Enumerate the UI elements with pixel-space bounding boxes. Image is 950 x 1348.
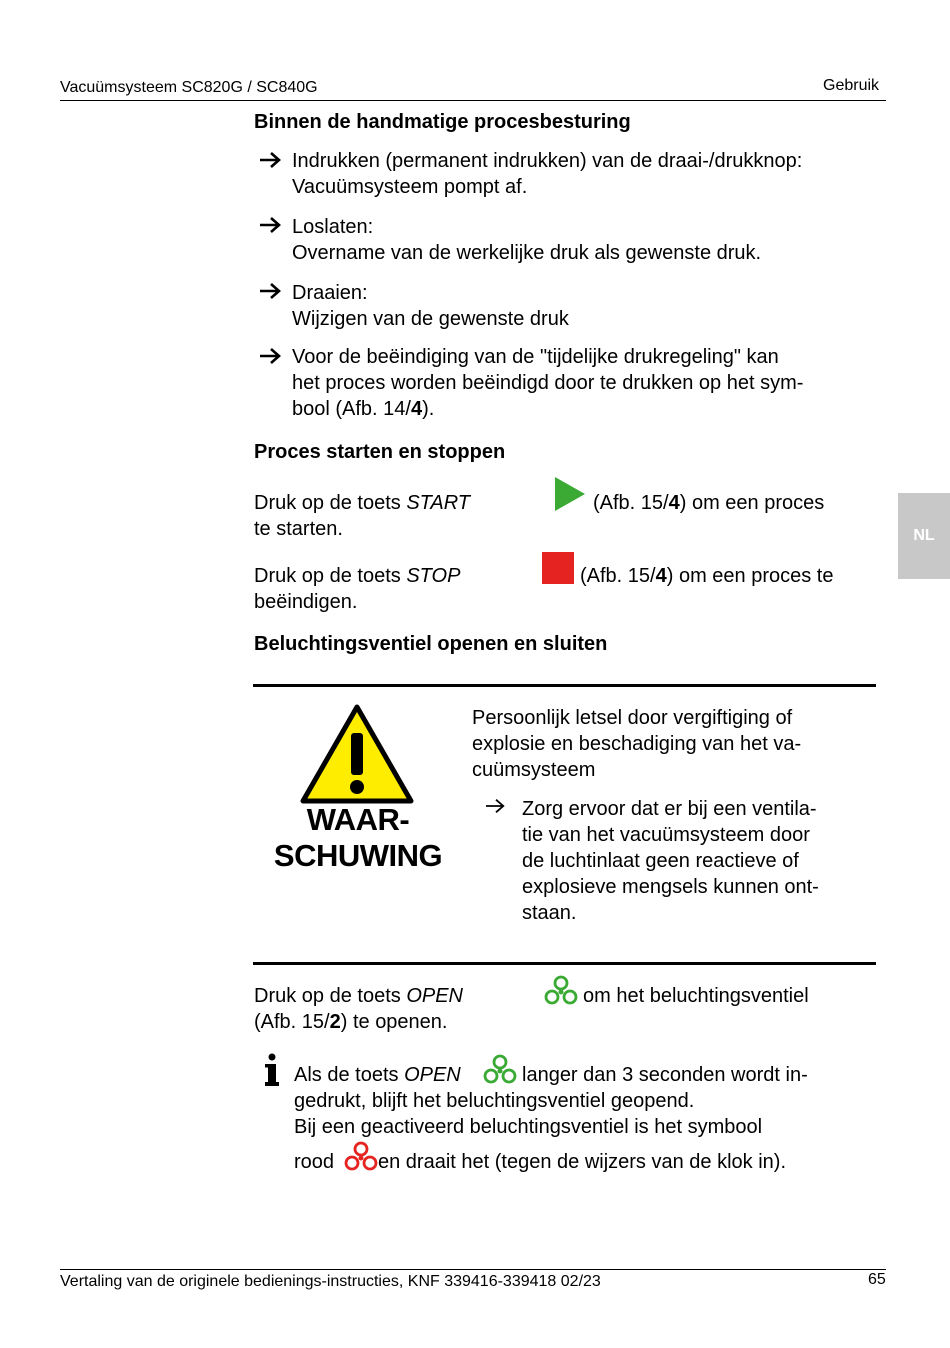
manual-item-1-line2: Vacuümsysteem pompt af. <box>292 176 528 198</box>
manual-item-3-line2: Wijzigen van de gewenste druk <box>292 308 569 330</box>
heading-manual-control: Binnen de handmatige procesbesturing <box>254 111 631 133</box>
start-play-icon <box>553 475 587 513</box>
arrow-icon <box>484 796 508 816</box>
info-line1-post: langer dan 3 seconden wordt in- <box>522 1064 808 1086</box>
vent-fan-icon <box>483 1054 517 1084</box>
vent-fan-icon <box>544 975 578 1005</box>
start-ref: (Afb. 15/4) om een proces <box>593 492 825 514</box>
stop-square-icon <box>542 552 574 584</box>
warning-signal-word <box>253 802 463 874</box>
start-text-line1: Druk op de toets START <box>254 492 471 514</box>
manual-item-4-line1: Voor de beëindiging van de "tijdelijke drukregeling" kan <box>292 346 779 368</box>
manual-item-2-line1: Loslaten: <box>292 216 374 238</box>
start-text-line2: te starten. <box>254 518 343 540</box>
footer-text: Vertaling van de originele bedienings-instructies, KNF 339416-339418 02/23 <box>60 1273 601 1290</box>
language-tab: NL <box>898 493 950 579</box>
warning-action-line3: de luchtinlaat geen reactieve of <box>522 850 799 872</box>
warning-action-line5: staan. <box>522 902 577 924</box>
footer-rule <box>60 1269 886 1270</box>
vent-fan-red-icon <box>344 1141 378 1171</box>
warning-triangle-icon <box>299 703 415 805</box>
info-line4-pre: rood <box>294 1151 335 1173</box>
info-line2: gedrukt, blijft het beluchtingsventiel geopend. <box>294 1090 695 1112</box>
info-line3: Bij een geactiveerd beluchtingsventiel is het symbool <box>294 1116 763 1138</box>
arrow-icon <box>258 345 284 367</box>
heading-vent-valve: Beluchtingsventiel openen en sluiten <box>254 633 608 655</box>
page-number: 65 <box>868 1271 886 1288</box>
warning-hazard-line1: Persoonlijk letsel door vergiftiging of <box>472 707 793 729</box>
info-line4-post: en draait het (tegen de wijzers van de klok in). <box>378 1151 786 1173</box>
warning-hazard-line3: cuümsysteem <box>472 759 596 781</box>
open-text-line1: Druk op de toets OPEN <box>254 985 463 1007</box>
header-rule <box>60 100 886 101</box>
header-document-title: Vacuümsysteem SC820G / SC840G <box>60 79 318 96</box>
warning-hazard-line2: explosie en beschadiging van het va- <box>472 733 802 755</box>
warning-bottom-rule <box>253 962 876 965</box>
stop-text-line2: beëindigen. <box>254 591 358 613</box>
info-icon <box>263 1053 281 1087</box>
info-line1-pre: Als de toets OPEN <box>294 1064 461 1086</box>
manual-item-4-line2: het proces worden beëindigd door te drukken op het sym- <box>292 372 804 394</box>
arrow-icon <box>258 214 284 236</box>
manual-item-4-line3: bool (Afb. 14/4). <box>292 398 435 420</box>
arrow-icon <box>258 149 284 171</box>
open-text-post: om het beluchtingsventiel <box>583 985 809 1007</box>
warning-signal-word-line2: SCHUWING <box>273 838 443 873</box>
open-text-line2: (Afb. 15/2) te openen. <box>254 1011 448 1033</box>
manual-item-3-line1: Draaien: <box>292 282 368 304</box>
manual-item-1-line1: Indrukken (permanent indrukken) van de draai-/drukknop: <box>292 150 803 172</box>
heading-start-stop: Proces starten en stoppen <box>254 441 506 463</box>
warning-action-line1: Zorg ervoor dat er bij een ventila- <box>522 798 817 820</box>
warning-action-line4: explosieve mengsels kunnen ont- <box>522 876 819 898</box>
warning-signal-word-line1: WAAR- <box>306 802 410 837</box>
arrow-icon <box>258 280 284 302</box>
warning-action-line2: tie van het vacuümsysteem door <box>522 824 810 846</box>
stop-ref: (Afb. 15/4) om een proces te <box>580 565 834 587</box>
stop-text-line1: Druk op de toets STOP <box>254 565 461 587</box>
warning-top-rule <box>253 684 876 687</box>
manual-item-2-line2: Overname van de werkelijke druk als gewenste druk. <box>292 242 762 264</box>
header-section-title: Gebruik <box>823 77 880 94</box>
